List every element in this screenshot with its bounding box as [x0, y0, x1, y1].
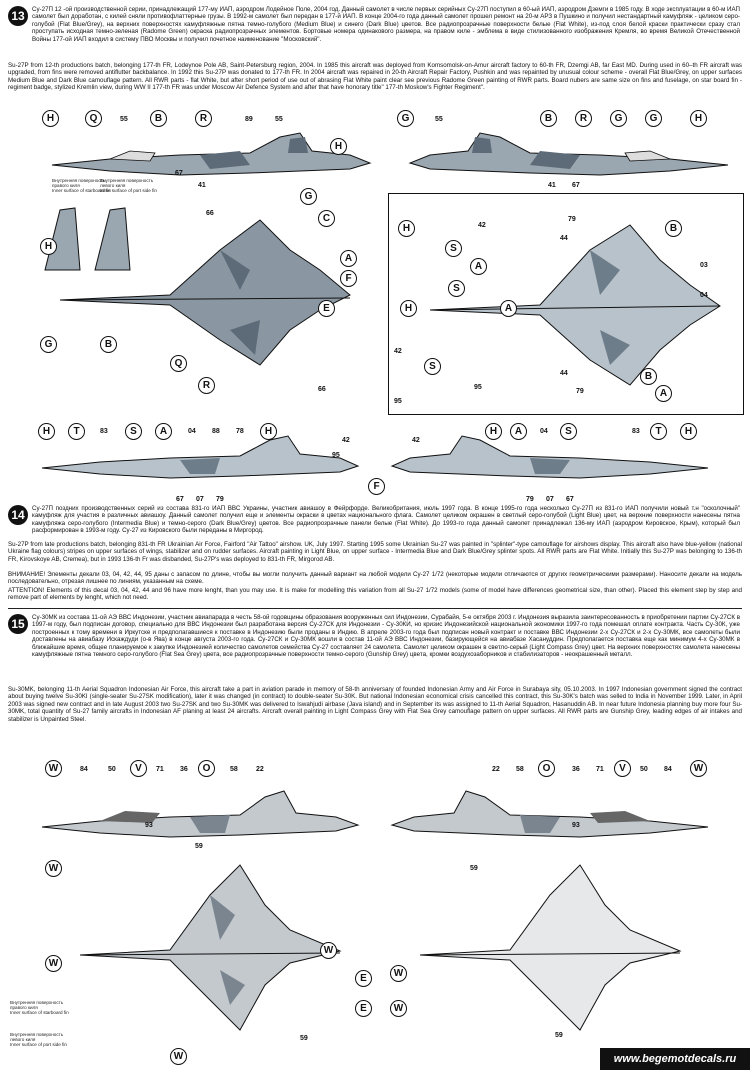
callout-letter: A — [340, 250, 357, 267]
callout-letter: E — [355, 970, 372, 987]
callout-letter: H — [400, 300, 417, 317]
fin-inner-note-port: Внутренняя поверхность левого киля Inner surface of port side fin — [10, 1032, 67, 1048]
callout-number: 04 — [700, 292, 708, 299]
callout-letter: H — [690, 110, 707, 127]
fin-inner-note: Внутренняя поверхность правого киля Inner surface of starboard fin — [10, 1000, 69, 1016]
callout-letter: T — [650, 423, 667, 440]
callout-letter: T — [68, 423, 85, 440]
callout-letter: H — [485, 423, 502, 440]
callout-letter: W — [170, 1048, 187, 1065]
section-14-attention-en: ATTENTION! Elements of this decal 03, 04, 42, 44 and 96 have more lenght, than you may use. It is make for modelling this variation from all Su-27 1/72 models (some of model have differences geometrical size, than other). Placed this element step by step and remove part of elements by lenght, which not need. — [8, 587, 742, 602]
callout-number: 71 — [156, 766, 164, 773]
callout-letter: H — [260, 423, 277, 440]
callout-number: 59 — [470, 865, 478, 872]
callout-letter: V — [614, 760, 631, 777]
callout-number: 89 — [245, 116, 253, 123]
callout-letter: B — [540, 110, 557, 127]
callout-letter: W — [45, 860, 62, 877]
callout-number: 50 — [640, 766, 648, 773]
callout-letter: O — [198, 760, 215, 777]
callout-letter: A — [155, 423, 172, 440]
callout-number: 42 — [478, 222, 486, 229]
callout-letter: H — [40, 238, 57, 255]
callout-letter: H — [398, 220, 415, 237]
callout-number: 42 — [394, 348, 402, 355]
section-14-text-en: Su-27P from late productions batch, belonging 831-th FR Ukrainian Air Force, Fairford "Air Tattoo" airshow. UK, July 1997. Starting 1995 some Ukrainian Su-27 was painted in "splinter"-type camouflage for airshows display. This aircraft also have blue-yellow (national Ukraine flag colours) stripes on upper surfaces of wings, stabilizer and on rudder surfaces. Aircraft painting in Light Blue, on upper surface - Intermedia Blue and Dark Blue/Grey splinter spots. All RWR parts are Flat White. Initially this Su-27P was belonging to 136-th FR, Kirovskoye AB, Cremea), but in 1993 136-th Fr was disbanded, Su-27P's was deployed to 831-th FR, Mirgorod AB. — [8, 541, 742, 563]
callout-letter: E — [318, 300, 335, 317]
callout-number: 55 — [120, 116, 128, 123]
section-number-badge: 13 — [8, 6, 28, 26]
callout-letter: G — [645, 110, 662, 127]
callout-number: 03 — [700, 262, 708, 269]
callout-number: 22 — [256, 766, 264, 773]
callout-number: 67 — [176, 496, 184, 503]
footer-website[interactable]: www.begemotdecals.ru — [600, 1048, 750, 1070]
callout-number: 67 — [175, 170, 183, 177]
callout-letter: B — [640, 368, 657, 385]
callout-number: 79 — [568, 216, 576, 223]
callout-letter: W — [390, 1000, 407, 1017]
s15-top-view-right — [400, 835, 700, 1050]
callout-number: 59 — [300, 1035, 308, 1042]
fin-inner-note: Внутренняя поверхность правого киля Inner surface of starboard fin — [52, 178, 111, 194]
callout-number: 66 — [318, 386, 326, 393]
callout-letter: W — [45, 955, 62, 972]
callout-number: 44 — [560, 235, 568, 242]
callout-number: 95 — [332, 452, 340, 459]
callout-number: 36 — [180, 766, 188, 773]
callout-letter: W — [390, 965, 407, 982]
callout-number: 59 — [555, 1032, 563, 1039]
callout-letter: W — [320, 942, 337, 959]
callout-number: 22 — [492, 766, 500, 773]
callout-number: 79 — [526, 496, 534, 503]
callout-number: 84 — [80, 766, 88, 773]
callout-letter: E — [355, 1000, 372, 1017]
callout-letter: S — [424, 358, 441, 375]
callout-letter: A — [510, 423, 527, 440]
s15-top-view-left — [60, 835, 360, 1050]
callout-letter: Q — [170, 355, 187, 372]
section-14-attention-ru: ВНИМАНИЕ! Элементы декали 03, 04, 42, 44, 95 даны с запасом по длине, чтобы вы могли получить данный вариант на любой модели Су-27 1/72 (некоторые модели отличаются от других геометрическими размерами). Наносите декали на модель последовательно, отрезая лишнее по линиям, указанным на схеме. — [8, 571, 742, 586]
callout-letter: H — [680, 423, 697, 440]
callout-letter: O — [538, 760, 555, 777]
callout-letter: W — [690, 760, 707, 777]
s14-side-profile-right — [390, 430, 710, 495]
callout-letter: V — [130, 760, 147, 777]
callout-letter: A — [655, 385, 672, 402]
callout-letter: F — [368, 478, 385, 495]
callout-letter: B — [100, 336, 117, 353]
callout-letter: H — [330, 138, 347, 155]
callout-letter: G — [300, 188, 317, 205]
callout-number: 79 — [576, 388, 584, 395]
s13-side-profile-right — [400, 125, 730, 195]
section-13-text-ru: Су-27П 12 -ой производственной серии, принадлежащий 177-му ИАП, аэродром Лодейное Поле, 2004 год. Данный самолет в числе первых серийных Су-27П поступил в 60-ый ИАП, аэродром Дземги в 1985 году. В ходе эксплуатации в 60-м ИАП самолет был доработан, с килей сняли противофлаттерные грузы. В 1992-м самолет был передан в 177-й ИАП. В конце 2004-го года данный самолет прошел ремонт на 20-м АРЗ в Пушкино и получил нестандартный камуфляж - целиком серо-голубой (Flat Blue/Grey), на верхних поверхностях камуфляжные пятна темно-голубого (Medium Blue) и синего (Dark Blue) цветов. Все радиопрозрачные поверхности белые (Flat White), из-под слоя белой краски практически сразу стал проступать исходная темно-зеленая (Radome Green) окраска радиопрозрачных элементов. Бортовые номера одинакового размера, на правом киле - эмблема в виде стилизованного изображения Кремля, во время Великой Отечественной Войны 177-ой ИАП входил в систему ПВО Москвы и получил почетное наименование "Московский". — [32, 6, 740, 43]
callout-number: 93 — [572, 822, 580, 829]
callout-number: 71 — [596, 766, 604, 773]
callout-number: 83 — [100, 428, 108, 435]
callout-number: 07 — [196, 496, 204, 503]
callout-letter: C — [318, 210, 335, 227]
callout-letter: G — [397, 110, 414, 127]
callout-number: 55 — [275, 116, 283, 123]
callout-number: 42 — [342, 437, 350, 444]
callout-letter: B — [665, 220, 682, 237]
section-divider — [8, 608, 742, 609]
section-13-text-en: Su-27P from 12-th productions batch, belonging 177-th FR, Lodeynoe Pole AB, Saint-Petersburg region, 2004. In 1985 this aircraft was deployed from Komsomolsk-on-Amur aircraft factory to 60-th FR, Dzemgi AB, far East MD. During used in 60–th FR aircraft was upgraded, from fins were removed antiflutter backbalance. In 1992 this Su-27P was donated to 177-th FR. In 2004 aircraft was repaired in 20-th Aircraft Repair Factory, Pushkin and was repainted by unusual colour scheme - overall Flat Blue/Grey, on upper surfaces Medium Blue and Dark Blue camouflage pattern. All RWR parts - flat White, but after short period of use out of abrasing Flat White paint clear see previous Radome Green painting of RWR parts. Board nubers are same size on fins and fuselage, on star board fin - regiment badge, stylized Kremlin view, during WW II 177-th FR was under Moscow Air Defence System and after that have honorary title" 177-th Moskow's Fighter Regiment". — [8, 62, 742, 92]
callout-number: 83 — [632, 428, 640, 435]
callout-letter: B — [150, 110, 167, 127]
callout-letter: S — [560, 423, 577, 440]
callout-letter: R — [195, 110, 212, 127]
section-number-badge: 15 — [8, 614, 28, 634]
callout-number: 50 — [108, 766, 116, 773]
callout-number: 88 — [212, 428, 220, 435]
fin-inner-note-port: Внутренняя поверхность левого киля Inner surface of port side fin — [100, 178, 157, 194]
callout-letter: A — [470, 258, 487, 275]
callout-letter: G — [610, 110, 627, 127]
callout-number: 58 — [516, 766, 524, 773]
callout-number: 66 — [206, 210, 214, 217]
section-14 — [8, 505, 742, 615]
section-number-badge: 14 — [8, 505, 28, 525]
callout-number: 07 — [546, 496, 554, 503]
callout-letter: H — [42, 110, 59, 127]
callout-number: 78 — [236, 428, 244, 435]
callout-letter: F — [340, 270, 357, 287]
callout-letter: R — [575, 110, 592, 127]
s14-side-profile-left — [40, 430, 360, 495]
callout-number: 93 — [145, 822, 153, 829]
section-15 — [8, 614, 742, 764]
callout-letter: R — [198, 377, 215, 394]
callout-letter: G — [40, 336, 57, 353]
callout-letter: Q — [85, 110, 102, 127]
callout-number: 55 — [435, 116, 443, 123]
section-15-text-en: Su-30MK, belonging 11-th Aerial Squadron Indonesian Air Force, this aircraft take a part in aviation parade in memory of 58-th anniversary of founded Indonesian Army and Air Force in Surabaya sity, 05.10.2003. In 1997 Indonesian government signed the contract about buying twelve Su-30KI (single-seater Su-27SK modification), later it was changed (in contract) to double-seater Su-30K. But national Indonesian economical crisis cancelled this contract, this Su-30K's batch was selled to India in November 1999. Later, in April 2003 was signed new contract and in late August 2003 two Su-27SK and two Su-30MK was delivered to Iswahjudi airbase (Java island) and in September its was assigned to 11-th Aerial Squadron, Hasanuddin AB. In near future Indonesia planning buy more four Su-30MK, total quantity of Su-27 family aircrafts in Indonesian AF planing at least 24 aircrafts. Aircraft overall painting in Light Compass Grey with Flat Sea Grey camouflage pattern on upper surfaces. All RWR parts are Gunship Grey, leading edges of air intakes and stabilizer is Unpainted Steel. — [8, 686, 742, 723]
callout-letter: S — [125, 423, 142, 440]
callout-number: 67 — [566, 496, 574, 503]
callout-number: 59 — [195, 843, 203, 850]
callout-letter: S — [448, 280, 465, 297]
callout-letter: W — [45, 760, 62, 777]
callout-number: 95 — [394, 398, 402, 405]
callout-number: 95 — [474, 384, 482, 391]
callout-letter: A — [500, 300, 517, 317]
section-14-text-ru: Су-27П поздних производственных серий из состава 831-го ИАП ВВС Украины, участник авиашоу в Фейрфорде. Великобритания, июль 1997 года. В конце 1995-го года несколько Су-27П из 831-го ИАП получили новый т.н "осколочный" камуфляж для участия в различных авиашоу. Данный самолет получил еще и элементы окраски в цветах национального флага. Самолет целиком окрашен в светлый серо-голубой (Light Blue) цвет, на верхние поверхности нанесены пятна камуфляжа серо-голубого (Intermedia Blue) и темно-серого (Dark Blue/Grey) цветов. Все радиопрозрачные панели белые (Flat White). До 1993-го года данный самолет принадлежал 136-му ИАП (аэродром Кировское, Крым), который был расформирован в 1993-м году. Су-27 из Кировского были переданы в Миргород. — [32, 505, 740, 535]
callout-number: 41 — [548, 182, 556, 189]
callout-number: 44 — [560, 370, 568, 377]
callout-number: 36 — [572, 766, 580, 773]
callout-letter: S — [445, 240, 462, 257]
callout-number: 58 — [230, 766, 238, 773]
callout-number: 42 — [412, 437, 420, 444]
s14-top-view — [420, 200, 740, 410]
callout-number: 84 — [664, 766, 672, 773]
callout-number: 41 — [198, 182, 206, 189]
callout-letter: H — [38, 423, 55, 440]
callout-number: 67 — [572, 182, 580, 189]
callout-number: 04 — [540, 428, 548, 435]
callout-number: 04 — [188, 428, 196, 435]
callout-number: 79 — [216, 496, 224, 503]
section-15-text-ru: Су-30МК из состава 11-ой АЭ ВВС Индонезии, участник авиапарада в честь 58-ой годовщины образования вооруженных сил Индонезии, Сурабайя, 5-е октября 2003 г. Индонезия выразила заинтересованность в приобретении партии Су-27СК в 1997-м году, был подписан договор, специально для ВВС Индонезии был разработана версия Су-27СК для Индонезии - Су-30КИ, но кризис Индонезийской национальной экономики 1997-го года помешал оплате контракта. Часть Су-30К, уже построенных к тому времени в Иркутске и предполагавшиеся к поставке в Индонезию были проданы в Индию. В апреле 2003-го года был подписан новый контракт и поставке ВВС Индонезии 2-х Су-27СК и 2-х Су-30МК, все самолеты были доставлены на авиабазу Искаждуди (о-в Ява) в конце августа 2003-го года. Су-27СК и Су-30МК вошли в состав 11-ой АЭ ВВС Индонезии, базирующейся на авиабазе Хасануддин. Предполагается поставка еще как минимум 4-х Су-30МК в ближайшие время, общее планируемое к закупке Индонезией количество самолетов семейства Су-27 составляет 24 самолета. Самолет целиком окрашен в светло-серый (Light Compass Grey) цвет. На верхних поверхностях самолета нанесены камуфляжные пятна темного серо-голубого (Flat Sea Grey) цвета, все радиопрозрачные поверхности темно-серого (Gunship Grey) цвета, кромки воздухозаборников и стабилизаторов - неокрашенный металл. — [32, 614, 740, 659]
